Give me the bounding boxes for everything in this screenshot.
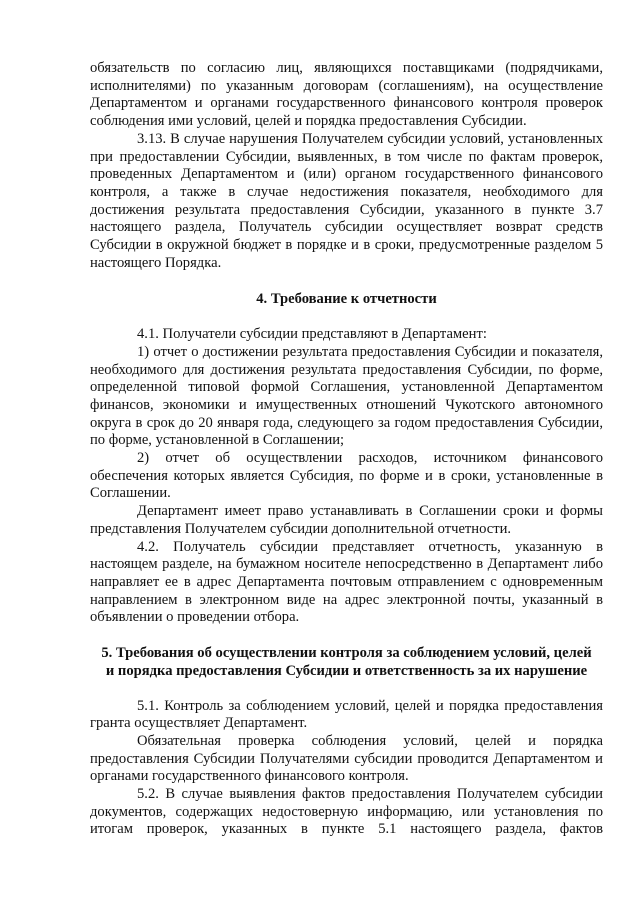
paragraph-5-2: 5.2. В случае выявления фактов предоставления Получателем субсидии документов, содержащих недостоверную информацию, или установления по итогам проверок, указанных в пункте 5.1 настоящего раздела, фактов [90,786,603,838]
paragraph-4-2: 4.2. Получатель субсидии представляет отчетность, указанную в настоящем разделе, на бумажном носителе непосредственно в Департамент либо направляет ее в адрес Департамента почтовым отправлением с одновременным направлением в электронном виде на адрес электронной почты, указанный в объявлении о проведении отбора. [90,538,603,626]
paragraph-mandatory-check: Обязательная проверка соблюдения условий, целей и порядка предоставления Субсидии Получателями субсидии проводится Департаментом и органами государственного финансового контроля. [90,732,603,785]
paragraph-4-1-item-1: 1) отчет о достижении результата предоставления Субсидии и показателя, необходимого для достижения результата предоставления Субсидии, по форме, определенной типовой формой Соглашения, установленной Департаментом финансов, экономики и имущественных отношений Чукотского автономного округа в срок до 20 января года, следующего за годом предоставления Субсидии, по форме, установленной в Соглашении; [90,343,603,449]
paragraph-department-right: Департамент имеет право устанавливать в Соглашении сроки и формы представления Получателем субсидии дополнительной отчетности. [90,503,603,537]
section-4-heading: 4. Требование к отчетности [256,291,437,308]
paragraph-4-1: 4.1. Получатели субсидии представляют в Департамент: [137,326,487,343]
section-5-heading [90,645,603,680]
paragraph-5-1: 5.1. Контроль за соблюдением условий, целей и порядка предоставления гранта осуществляет Департамент. [90,697,603,732]
section-5-heading-line-1: 5. Требования об осуществлении контроля за соблюдением условий, целей [101,645,592,662]
section-5-heading-line-2: и порядка предоставления Субсидии и ответственность за их нарушение [105,662,588,679]
paragraph-obligations: обязательств по согласию лиц, являющихся поставщиками (подрядчиками, исполнителями) по указанным договорам (соглашениям), на осуществление Департаментом и органами государственного финансового контроля проверок соблюдения ими условий, целей и порядка предоставления Субсидии. [90,60,603,130]
paragraph-3-13: 3.13. В случае нарушения Получателем субсидии условий, установленных при предоставлении Субсидии, выявленных, в том числе по фактам проверок, проведенных Департаментом и (или) органом государственного финансового контроля, а также в случае недостижения показателя, необходимого для достижения результата предоставления Субсидии, указанного в пункте 3.7 настоящего раздела, Получатель субсидии осуществляет возврат средств Субсидии в окружной бюджет в порядке и в сроки, предусмотренные разделом 5 настоящего Порядка. [90,130,603,271]
document-page [90,60,603,839]
paragraph-4-1-item-2: 2) отчет об осуществлении расходов, источником финансового обеспечения которых является Субсидия, по форме и в сроки, установленные в Соглашении. [90,450,603,502]
